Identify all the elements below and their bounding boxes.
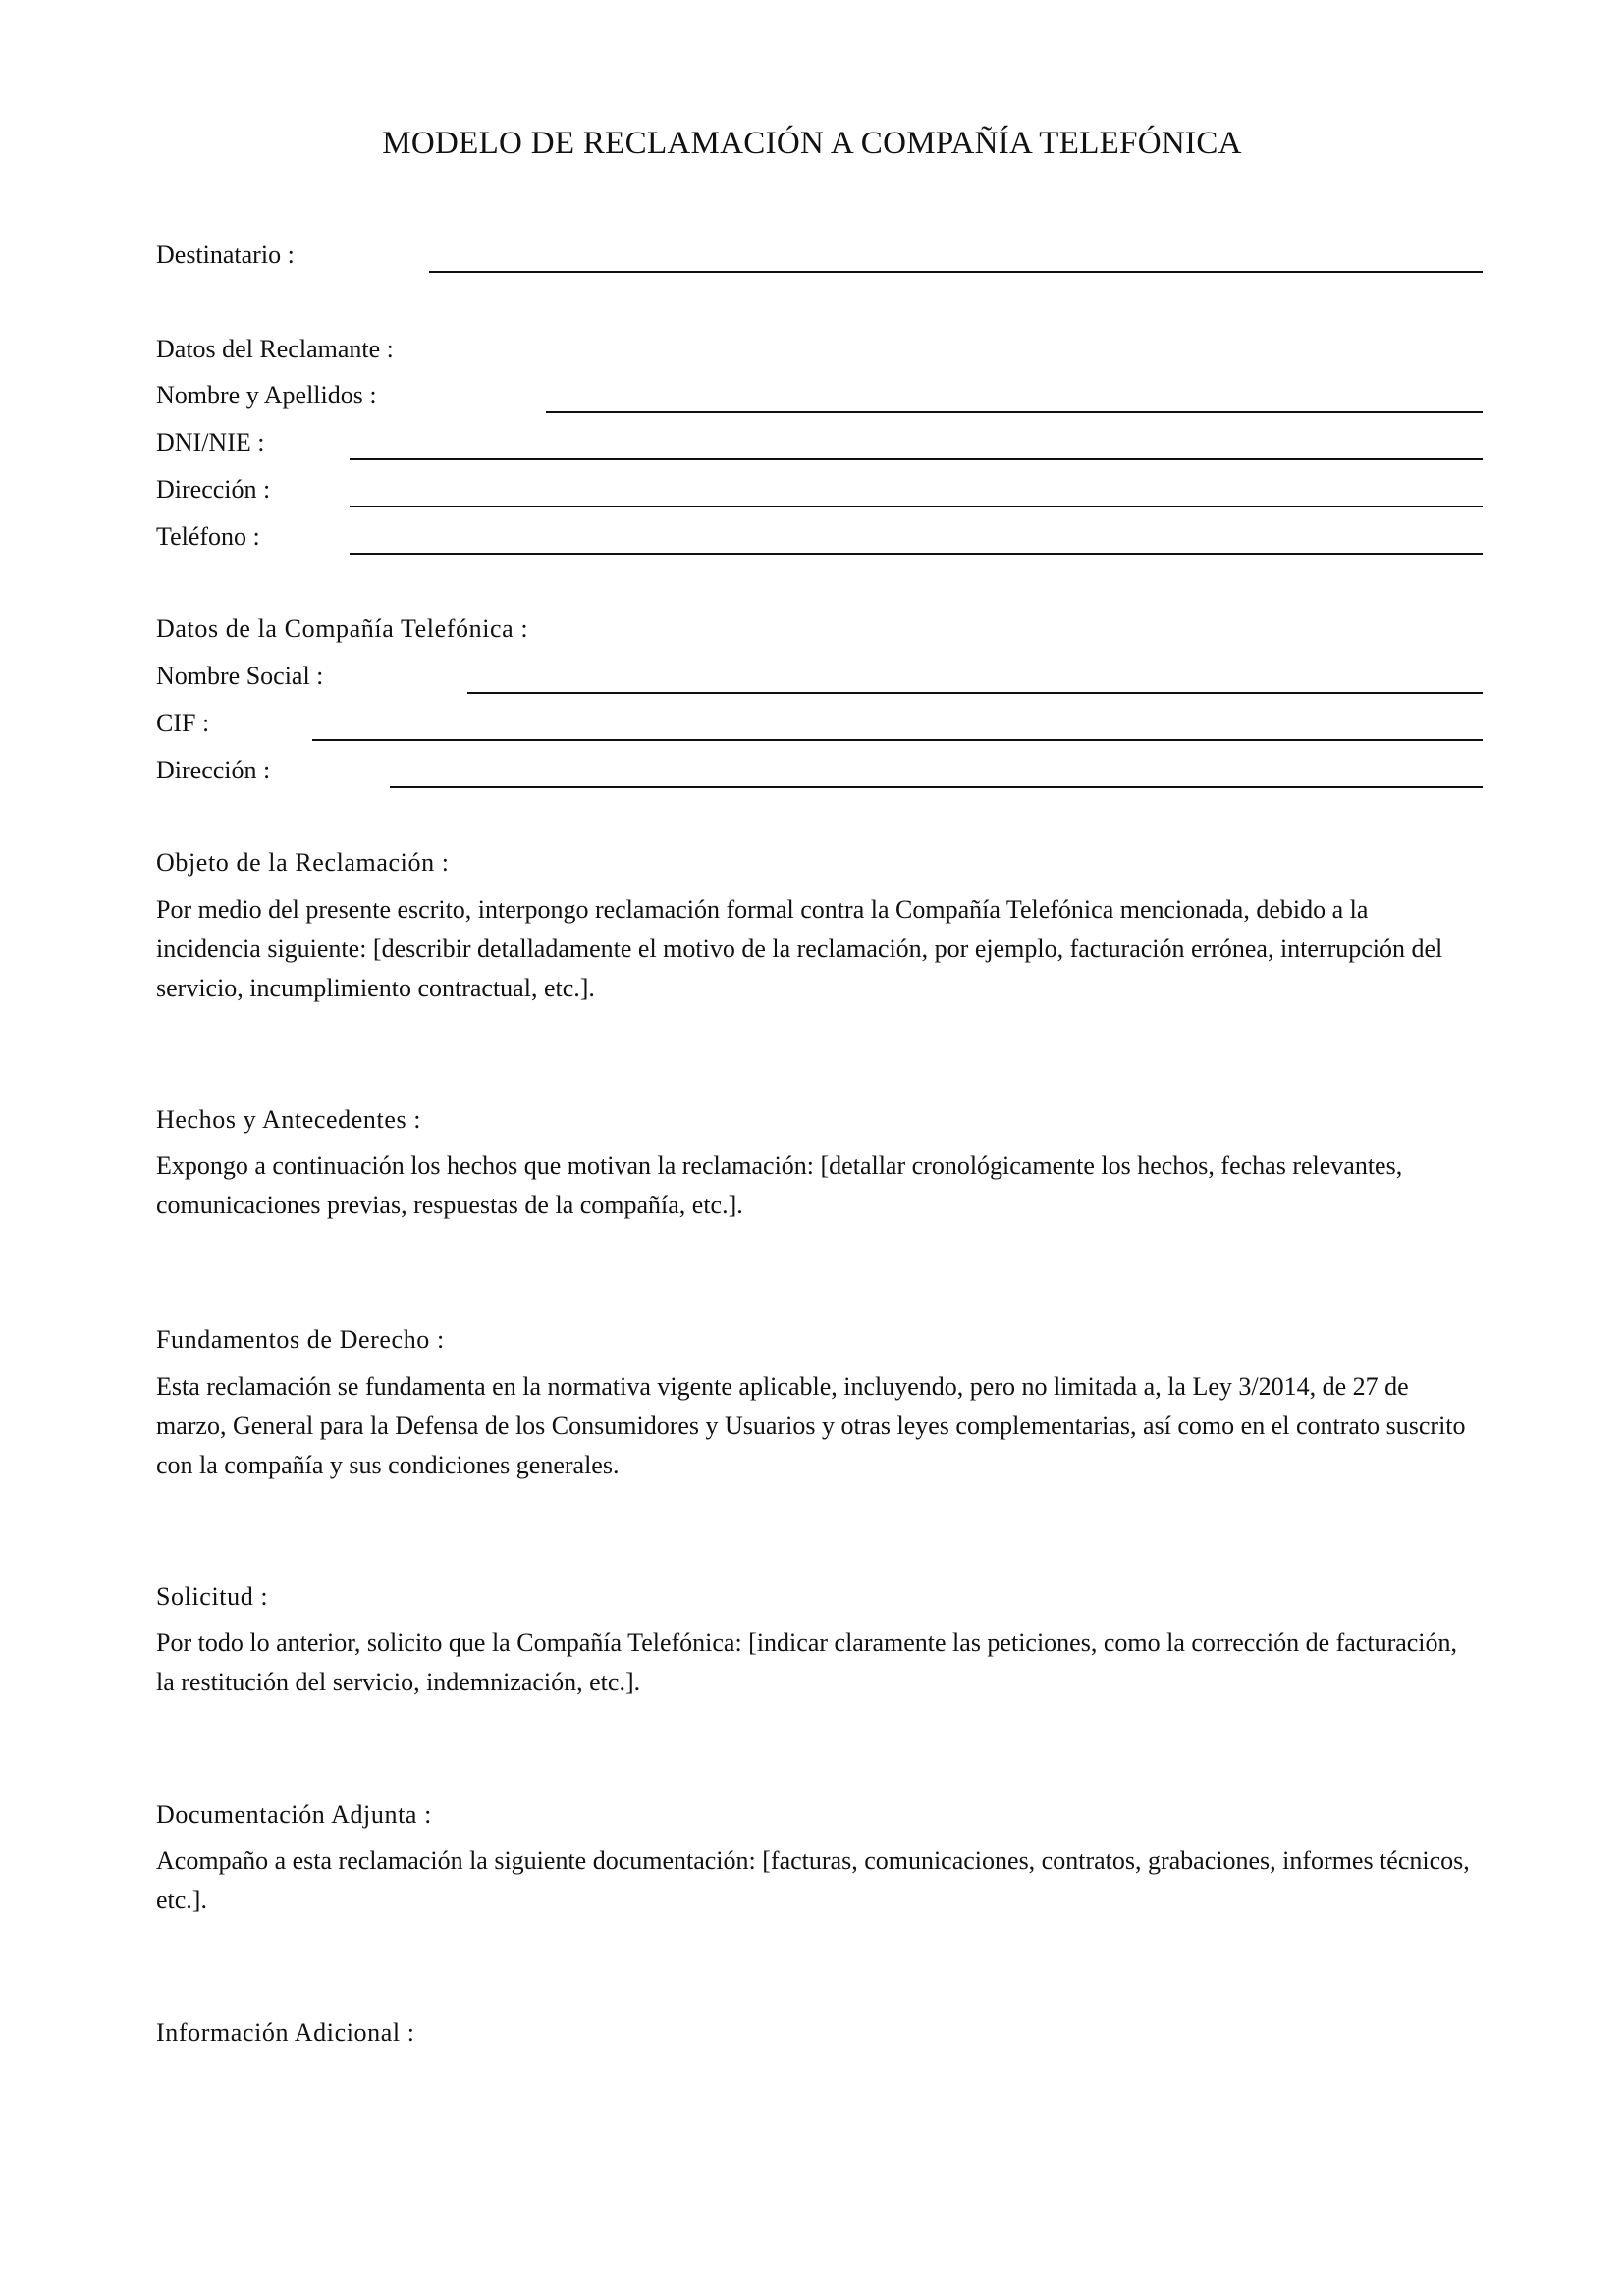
legal-text: Esta reclamación se fundamenta en la normativa vigente aplicable, incluyendo, pero no limitada a, la Ley 3/2014, de 27 de marzo, General para la Defensa de los Consumidores y Usuarios y otras leyes complementarias, así como en el contrato suscrito con la compañía y sus condiciones generales. <box>156 1372 1466 1479</box>
claimant-address-label: Dirección : <box>156 475 271 504</box>
claimant-name-field-line[interactable] <box>546 411 1483 413</box>
attachments-text: Acompaño a esta reclamación la siguiente documentación: [facturas, comunicaciones, contratos, grabaciones, informes técnicos, etc.]. <box>156 1846 1470 1914</box>
request-text: Por todo lo anterior, solicito que la Compañía Telefónica: [indicar claramente las peticiones, como la corrección de facturación, la restitución del servicio, indemnización, etc.]. <box>156 1629 1458 1696</box>
claimant-name-label: Nombre y Apellidos : <box>156 381 377 409</box>
company-address-field-line[interactable] <box>390 786 1483 788</box>
claimant-id-field-line[interactable] <box>350 458 1483 460</box>
attachments-heading: Documentación Adjunta : <box>156 1800 432 1829</box>
document-title: MODELO DE RECLAMACIÓN A COMPAÑÍA TELEFÓNICA <box>382 126 1242 161</box>
request-heading: Solicitud : <box>156 1582 269 1611</box>
company-name-field-line[interactable] <box>467 692 1483 694</box>
additional-heading: Información Adicional : <box>156 2018 415 2047</box>
company-address-label: Dirección : <box>156 756 271 784</box>
company-cif-label: CIF : <box>156 709 210 737</box>
company-heading: Datos de la Compañía Telefónica : <box>156 614 529 643</box>
facts-heading: Hechos y Antecedentes : <box>156 1105 422 1134</box>
recipient-field-line[interactable] <box>429 271 1483 273</box>
company-cif-field-line[interactable] <box>312 739 1483 741</box>
claimant-address-field-line[interactable] <box>350 506 1483 507</box>
claimant-id-label: DNI/NIE : <box>156 428 265 456</box>
claimant-heading: Datos del Reclamante : <box>156 335 394 363</box>
object-heading: Objeto de la Reclamación : <box>156 848 450 877</box>
legal-heading: Fundamentos de Derecho : <box>156 1325 445 1354</box>
claimant-phone-field-line[interactable] <box>350 553 1483 555</box>
company-name-label: Nombre Social : <box>156 662 324 690</box>
object-text: Por medio del presente escrito, interpongo reclamación formal contra la Compañía Telefónica mencionada, debido a la incidencia siguiente: [describir detalladamente el motivo de la reclamación, por ejemplo, facturación errónea, interrupción del servicio, incumplimiento contractual, etc.]. <box>156 895 1443 1002</box>
claimant-phone-label: Teléfono : <box>156 522 260 551</box>
facts-text: Expongo a continuación los hechos que motivan la reclamación: [detallar cronológicamente los hechos, fechas relevantes, comunicaciones previas, respuestas de la compañía, etc.]. <box>156 1151 1403 1219</box>
recipient-label: Destinatario : <box>156 240 295 269</box>
